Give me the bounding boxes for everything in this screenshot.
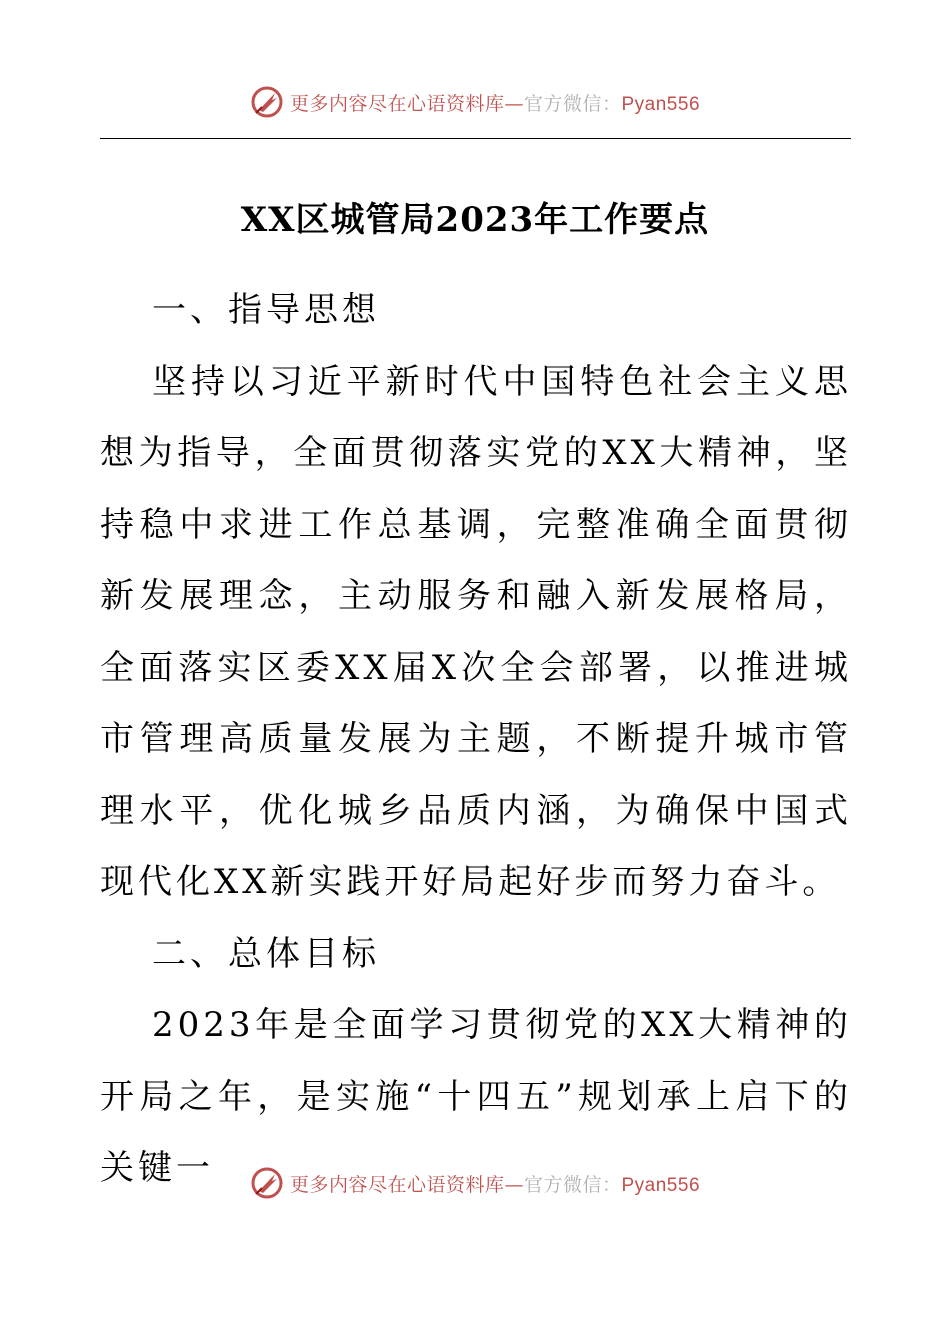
watermark-cn: 更多内容尽在心语资料库 <box>289 1173 505 1196</box>
footer-watermark <box>0 1163 950 1203</box>
watermark-wechat-id: Pyan556 <box>621 1174 701 1196</box>
section-heading: 一、指导思想 <box>152 290 380 330</box>
quill-pen-logo-icon <box>250 1166 284 1200</box>
watermark-text <box>290 1170 700 1197</box>
section-paragraph: 2023年是全面学习贯彻党的XX大精神的开局之年，是实施“十四五”规划承上启下的关键一 <box>100 1005 852 1188</box>
section-heading: 二、总体目标 <box>152 933 380 974</box>
watermark-wechat-id: Pyan556 <box>621 93 701 115</box>
watermark-cn: 更多内容尽在心语资料库 <box>289 92 505 115</box>
section-paragraph: 坚持以习近平新时代中国特色社会主义思想为指导，全面贯彻落实党的XX大精神，坚持稳中求进工作总基调，完整准确全面贯彻新发展理念，主动服务和融入新发展格局，全面落实区委XX届X次全会部署，以推进城市管理高质量发展为主题，不断提升城市管理水平，优化城乡品质内涵，为确保中国式现代化XX新实践开好局起好步而努力奋斗。 <box>100 361 852 902</box>
header-watermark <box>0 82 950 122</box>
watermark-wechat-label: 官方微信： <box>523 1173 622 1196</box>
document-body <box>100 275 852 1205</box>
watermark-wechat-label: 官方微信： <box>523 92 622 115</box>
watermark-dash: — <box>504 92 524 115</box>
document-title: XX区城管局2023年工作要点 <box>240 200 710 240</box>
header-rule <box>100 138 851 139</box>
watermark-dash: — <box>504 1173 524 1196</box>
quill-pen-logo-icon <box>250 85 284 119</box>
watermark-text <box>290 89 700 116</box>
